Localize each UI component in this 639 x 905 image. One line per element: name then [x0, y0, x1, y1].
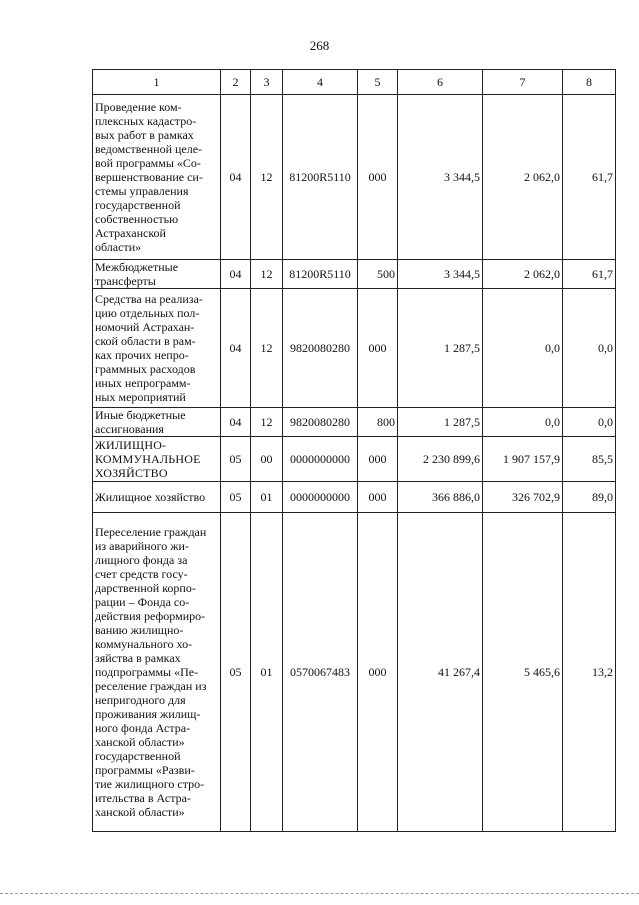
- row-name: Жилищное хозяйство: [93, 482, 221, 513]
- table-row: [93, 482, 616, 513]
- page-number: 268: [309, 38, 330, 53]
- expense-type-code: 800: [358, 408, 398, 437]
- planned-amount: 366 886,0: [398, 482, 483, 513]
- header-cell: 7: [483, 70, 563, 95]
- subsection-code: 01: [251, 482, 283, 513]
- header-cell: 6: [398, 70, 483, 95]
- actual-amount: 1 907 157,9: [483, 437, 563, 482]
- actual-amount: 0,0: [483, 408, 563, 437]
- header-row: [93, 70, 616, 95]
- actual-amount: 2 062,0: [483, 95, 563, 260]
- planned-amount: 3 344,5: [398, 95, 483, 260]
- table-row: [93, 95, 616, 260]
- section-code: 05: [221, 513, 251, 832]
- table-row: [93, 513, 616, 832]
- execution-percent: 13,2: [563, 513, 616, 832]
- execution-percent: 89,0: [563, 482, 616, 513]
- header-cell: 8: [563, 70, 616, 95]
- execution-percent: 0,0: [563, 408, 616, 437]
- row-name: Иные бюджетные ассигнования: [93, 408, 221, 437]
- subsection-code: 12: [251, 95, 283, 260]
- header-cell: 4: [283, 70, 358, 95]
- expense-type-code: 000: [358, 482, 398, 513]
- execution-percent: 0,0: [563, 289, 616, 408]
- budget-table: [92, 69, 616, 832]
- actual-amount: 326 702,9: [483, 482, 563, 513]
- planned-amount: 2 230 899,6: [398, 437, 483, 482]
- header-cell: 5: [358, 70, 398, 95]
- planned-amount: 1 287,5: [398, 289, 483, 408]
- section-code: 04: [221, 260, 251, 289]
- section-code: 04: [221, 95, 251, 260]
- table-row: [93, 289, 616, 408]
- actual-amount: 0,0: [483, 289, 563, 408]
- header-cell: 1: [93, 70, 221, 95]
- execution-percent: 61,7: [563, 260, 616, 289]
- subsection-code: 01: [251, 513, 283, 832]
- row-name: Проведение ком- плексных кадастро- вых работ в рамках ведомственной целе- вой программы «Со- вершенствование си- стемы управления государственной собственностью Астраханской области»: [93, 95, 221, 260]
- section-code: 04: [221, 408, 251, 437]
- expense-type-code: 000: [358, 513, 398, 832]
- row-name: Средства на реализа- цию отдельных пол- номочий Астрахан- ской области в рам- ках прочих непро- граммных расходов иных непрограмм- ных мероприятий: [93, 289, 221, 408]
- execution-percent: 61,7: [563, 95, 616, 260]
- subsection-code: 12: [251, 260, 283, 289]
- target-article-code: 81200R5110: [283, 260, 358, 289]
- actual-amount: 2 062,0: [483, 260, 563, 289]
- target-article-code: 9820080280: [283, 408, 358, 437]
- execution-percent: 85,5: [563, 437, 616, 482]
- planned-amount: 41 267,4: [398, 513, 483, 832]
- section-code: 04: [221, 289, 251, 408]
- expense-type-code: 000: [358, 437, 398, 482]
- scan-edge-divider: [0, 893, 639, 894]
- table-row: [93, 260, 616, 289]
- target-article-code: 0000000000: [283, 482, 358, 513]
- expense-type-code: 500: [358, 260, 398, 289]
- expense-type-code: 000: [358, 95, 398, 260]
- target-article-code: 81200R5110: [283, 95, 358, 260]
- header-cell: 3: [251, 70, 283, 95]
- actual-amount: 5 465,6: [483, 513, 563, 832]
- target-article-code: 0570067483: [283, 513, 358, 832]
- section-code: 05: [221, 482, 251, 513]
- expense-type-code: 000: [358, 289, 398, 408]
- target-article-code: 9820080280: [283, 289, 358, 408]
- subsection-code: 12: [251, 408, 283, 437]
- target-article-code: 0000000000: [283, 437, 358, 482]
- section-code: 05: [221, 437, 251, 482]
- row-name: ЖИЛИЩНО- КОММУНАЛЬНОЕ ХОЗЯЙСТВО: [93, 437, 221, 482]
- header-cell: 2: [221, 70, 251, 95]
- table-row: [93, 437, 616, 482]
- table-row: [93, 408, 616, 437]
- row-name: Межбюджетные трансферты: [93, 260, 221, 289]
- subsection-code: 12: [251, 289, 283, 408]
- row-name: Переселение граждан из аварийного жи- лищного фонда за счет средств госу- дарственной корпо- рации – Фонда со- действия реформиро- ванию жилищно- коммунального хо- зяйства в рамках подпрограммы «Пе- реселение граждан из непригодного для проживания жилищ- ного фонда Астра- ханской области» государственной программы «Разви- тие жилищного стро- ительства в Астра- ханской области»: [93, 513, 221, 832]
- planned-amount: 1 287,5: [398, 408, 483, 437]
- subsection-code: 00: [251, 437, 283, 482]
- planned-amount: 3 344,5: [398, 260, 483, 289]
